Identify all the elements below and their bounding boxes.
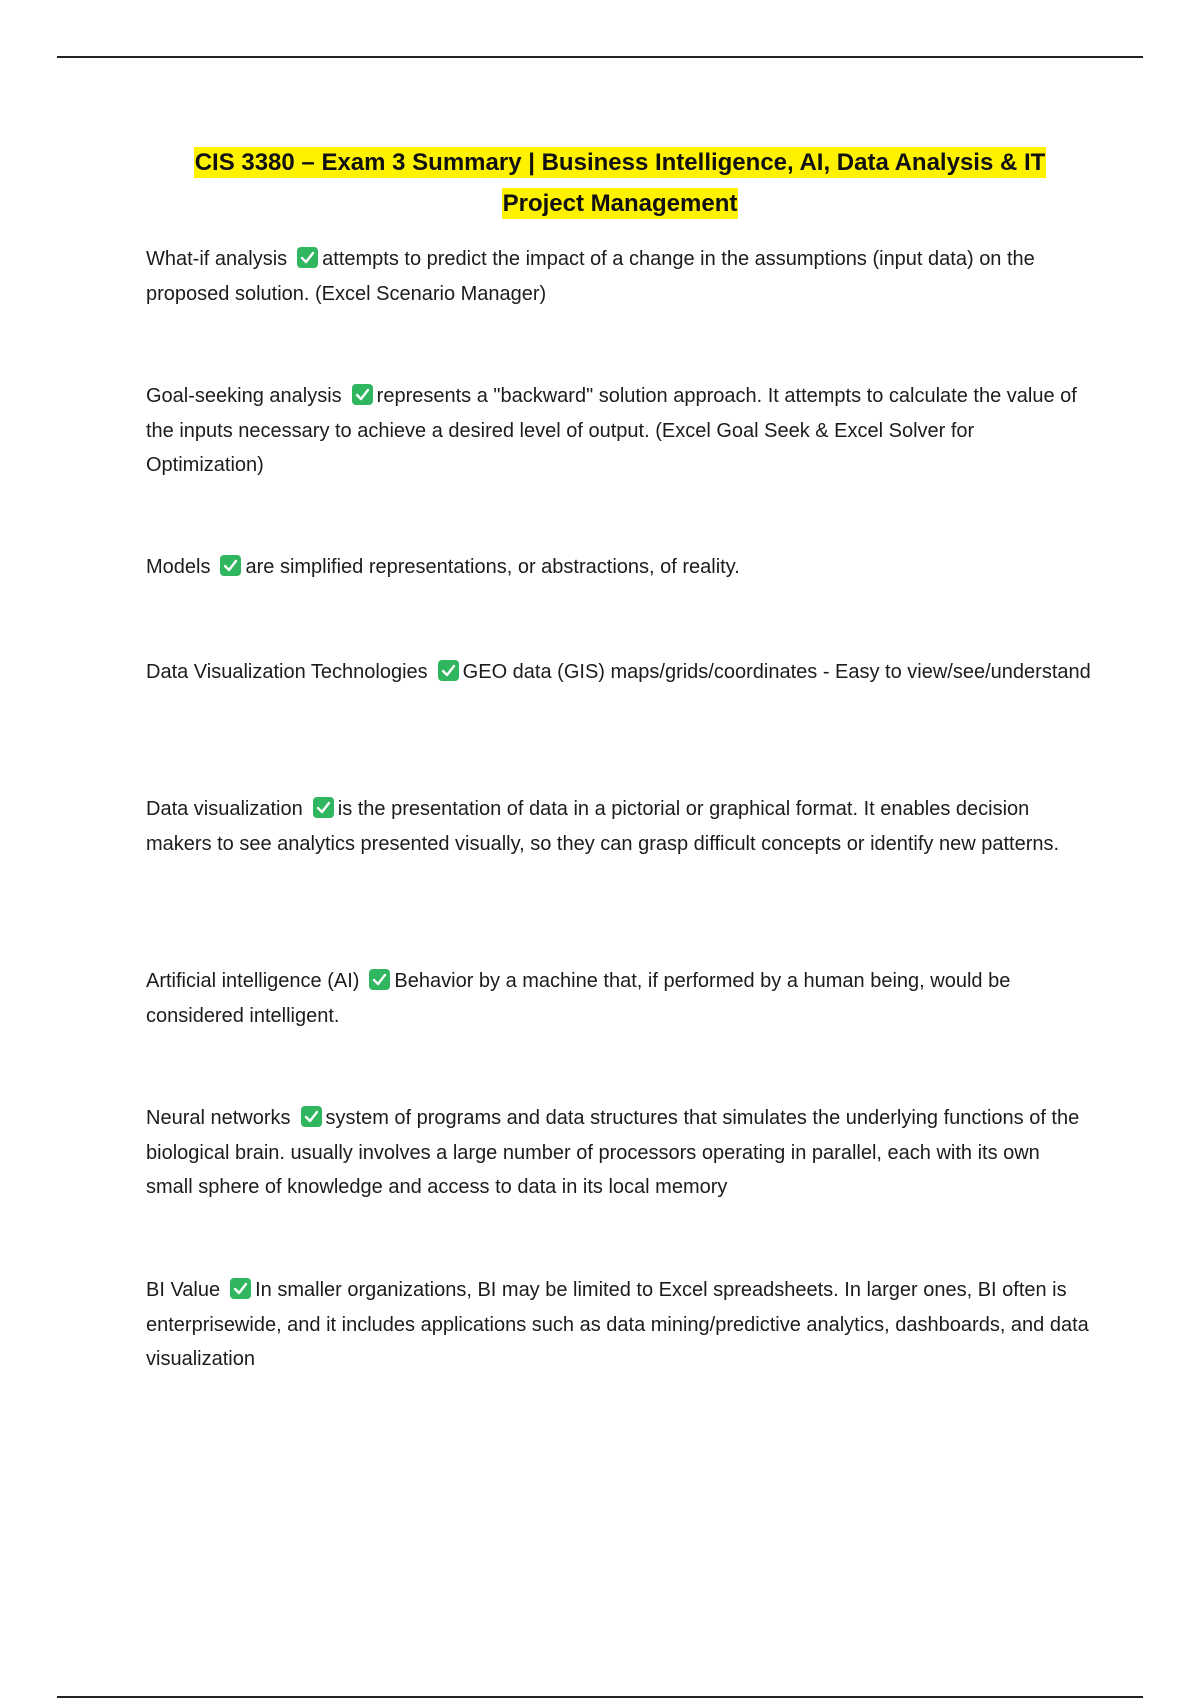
entry-data-visualization-technologies — [146, 655, 1091, 690]
entry-term: BI Value — [146, 1279, 221, 1301]
entry-what-if-analysis — [146, 242, 1091, 311]
entry-data-visualization — [146, 792, 1091, 861]
check-mark-icon — [301, 1106, 322, 1127]
entry-term: What-if analysis — [146, 248, 288, 270]
title-line-1: CIS 3380 – Exam 3 Summary | Business Intelligence, AI, Data Analysis & IT — [194, 149, 1046, 176]
entry-neural-networks — [146, 1101, 1091, 1205]
check-mark-icon — [313, 797, 334, 818]
entry-definition: attempts to predict the impact of a change in the assumptions (input data) on the proposed solution. (Excel Scenario Manager) — [146, 248, 1035, 305]
entry-definition: system of programs and data structures that simulates the underlying functions of the biological brain. usually involves a large number of processors operating in parallel, each with its own small sphere of knowledge and access to data in its local memory — [146, 1107, 1080, 1198]
entry-term: Goal-seeking analysis — [146, 385, 342, 407]
check-mark-icon — [369, 969, 390, 990]
entry-definition: is the presentation of data in a pictorial or graphical format. It enables decision makers to see analytics presented visually, so they can grasp difficult concepts or identify new patterns. — [146, 798, 1060, 855]
entry-artificial-intelligence — [146, 964, 1091, 1033]
entry-goal-seeking-analysis — [146, 379, 1091, 483]
entry-term: Data visualization — [146, 798, 303, 820]
check-mark-icon — [352, 384, 373, 405]
footer-rule — [57, 1696, 1143, 1698]
title-line-2: Project Management — [502, 190, 738, 217]
entry-bi-value — [146, 1273, 1091, 1377]
entry-definition: are simplified representations, or abstractions, of reality. — [245, 556, 740, 578]
entry-definition: In smaller organizations, BI may be limited to Excel spreadsheets. In larger ones, BI often is enterprisewide, and it includes applications such as data mining/predictive analytics, dashboards, and data visualization — [146, 1279, 1089, 1370]
entry-term: Models — [146, 556, 211, 578]
entry-definition: represents a "backward" solution approach. It attempts to calculate the value of the inputs necessary to achieve a desired level of output. (Excel Goal Seek & Excel Solver for Optimization) — [146, 385, 1077, 476]
entry-term: Data Visualization Technologies — [146, 661, 428, 683]
entry-models — [146, 550, 1091, 585]
entry-definition: GEO data (GIS) maps/grids/coordinates - Easy to view/see/understand — [462, 661, 1091, 683]
check-mark-icon — [230, 1278, 251, 1299]
check-mark-icon — [438, 660, 459, 681]
entry-definition: Behavior by a machine that, if performed by a human being, would be considered intelligent. — [146, 970, 1011, 1027]
entry-term: Artificial intelligence (AI) — [146, 970, 360, 992]
check-mark-icon — [297, 247, 318, 268]
page-title — [130, 142, 1110, 224]
check-mark-icon — [220, 555, 241, 576]
header-rule — [57, 56, 1143, 58]
entry-term: Neural networks — [146, 1107, 291, 1129]
